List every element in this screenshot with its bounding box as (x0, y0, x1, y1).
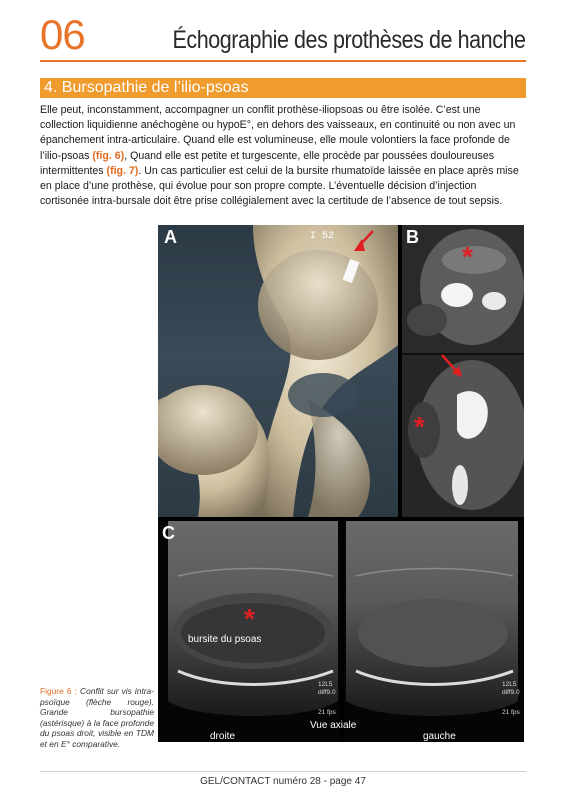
right-side-label: droite (210, 731, 236, 742)
caption-label: Figure 6 : (40, 686, 77, 696)
us-settings-left: 12L5 diff9.0 (318, 681, 336, 696)
view-label: Vue axiale (310, 720, 357, 731)
panel-a-letter: A (164, 227, 177, 247)
panel-a-3d-ct (158, 225, 398, 517)
left-side-label: gauche (423, 731, 456, 742)
ultrasound-image (158, 521, 524, 742)
chapter-title: Échographie des prothèses de hanche (172, 26, 526, 54)
image-marker: I 52 (310, 231, 335, 242)
bursite-label: bursite du psoas (188, 634, 262, 645)
body-text-1: Elle peut, inconstamment, accompagner un conflit prothèse-iliopsoas ou être isolée. C’est une collection liquidienne anéchogène ou hypoE°, en dehors des vaisseaux, en continuité ou non avec un épanchement intra-articulaire. Quand elle est volumineuse, elle moule volontiers la face profonde de l’ilio-psoas (40, 104, 516, 162)
caption-text: Conflit sur vis intra-psoïque (flèche rouge). Grande bursopathie (astérisque) à la face profonde du psoas droit, visible en TDM et en E° comparative. (40, 686, 155, 749)
section-title: 4. Bursopathie de l’ilio-psoas (44, 79, 249, 96)
panel-b-ct (402, 225, 524, 517)
figure-6 (158, 225, 524, 742)
figure-reference-7[interactable]: (fig. 7) (106, 164, 139, 177)
footer-rule (40, 771, 526, 772)
pelvis-3d-image (158, 225, 398, 517)
body-text-3: . Un cas particulier est celui de la bursite rhumatoïde laissée en place après mise en place d’une prothèse, qui évolue pour son propre compte. L’éventuelle décision d’injection cortisonée intra-bursale doit être prise collégialement avec la certitude de l’absence de tout sepsis. (40, 164, 519, 208)
asterisk-b-bottom: * (414, 411, 425, 442)
us-fps-left: 21 fps (318, 709, 336, 716)
panel-b-letter: B (406, 227, 419, 247)
chapter-number: 06 (40, 11, 85, 58)
page-footer: GEL/CONTACT numéro 28 - page 47 (200, 776, 366, 787)
body-paragraph (40, 103, 526, 209)
us-fps-right: 21 fps (502, 709, 520, 716)
asterisk-c: * (244, 603, 255, 634)
title-rule (40, 60, 526, 62)
body-text-2: , Quand elle est petite et turgescente, elle procède par poussées douloureuses intermittentes (40, 149, 495, 177)
figure-caption (40, 686, 154, 749)
us-settings-right: 12L5 diff9.0 (502, 681, 520, 696)
panel-c-ultrasound (158, 521, 524, 742)
panel-c-letter: C (162, 523, 175, 543)
figure-reference-6[interactable]: (fig. 6) (92, 149, 125, 162)
asterisk-b-top: * (462, 241, 473, 272)
